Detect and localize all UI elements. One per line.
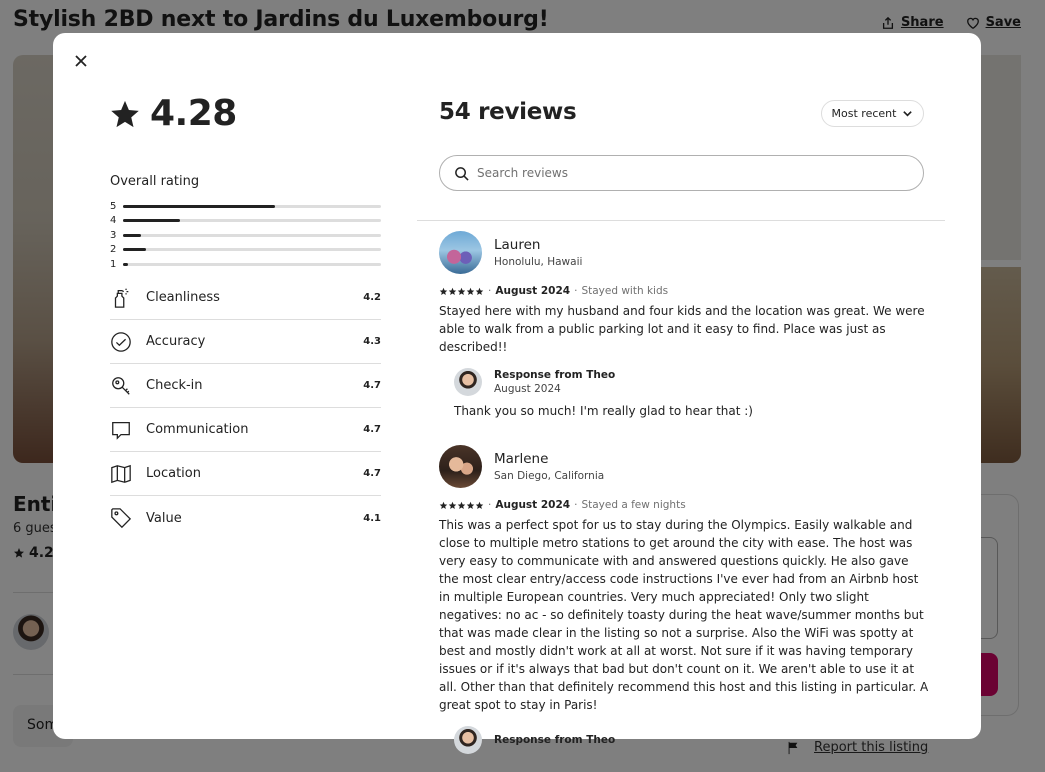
category-accuracy: [110, 320, 381, 364]
category-name: Location: [146, 466, 201, 481]
star-icon: [110, 99, 140, 129]
sort-label: Most recent: [831, 107, 897, 120]
distribution-star-label: 4: [110, 215, 117, 227]
category-check-in: [110, 364, 381, 408]
spray-bottle-icon: [110, 287, 132, 309]
star-icon: [475, 287, 484, 296]
review-date: August 2024: [495, 285, 571, 297]
distribution-bar: [123, 219, 180, 222]
category-value: 4.1: [363, 512, 381, 524]
reviewer-avatar[interactable]: [439, 231, 482, 274]
host-response-header: [454, 726, 929, 754]
category-name: Accuracy: [146, 334, 206, 349]
category-value: 4.7: [363, 424, 381, 435]
category-value: 4.3: [363, 336, 381, 347]
distribution-row: [110, 214, 381, 229]
close-icon: [74, 54, 88, 68]
review-header: [439, 230, 929, 274]
review-stars: [439, 501, 484, 510]
search-icon: [454, 166, 469, 181]
distribution-row: [110, 257, 381, 272]
distribution-star-label: 3: [110, 229, 117, 241]
review-stay-type: Stayed with kids: [581, 285, 669, 297]
host-response-header: [454, 368, 929, 396]
distribution-track: [123, 263, 381, 266]
star-icon: [448, 501, 457, 510]
review-stars: [439, 287, 484, 296]
search-reviews-input[interactable]: [477, 166, 897, 180]
distribution-bar: [123, 205, 275, 208]
star-icon: [466, 501, 475, 510]
reviews-modal: [53, 33, 981, 746]
overall-rating-value: 4.28: [150, 93, 237, 134]
host-response-from: Response from Theo: [494, 734, 616, 746]
star-icon: [475, 501, 484, 510]
distribution-row: [110, 243, 381, 258]
star-icon: [439, 287, 448, 296]
overall-rating: [110, 93, 237, 134]
category-value: 4.7: [363, 468, 381, 479]
separator-dot: ·: [488, 285, 492, 297]
reviewer-name: Marlene: [494, 450, 549, 467]
review-text: This was a perfect spot for us to stay during the Olympics. Easily walkable and close to multiple metro stations to get around the city with ease. The host was very easy to communicate with and answered questions quickly. He also gave the most clear entry/access code instructions I've ever had from an Airbnb host in multiple European countries. Very much appreciated! Only two slight negatives: no ac - so definitely toasty during the heat wave/summer months but that was made clear in the listing so not a surprise. Also the WiFi was spotty at best and mostly didn't work at all at worst. Not sure if it was having temporary issues or if it's always that bad but don't count on it. We aren't able to use it at all. Other than that definitely recommend this host and this listing in particular. A great spot to stay in Paris!: [439, 518, 929, 712]
distribution-track: [123, 219, 381, 222]
category-location: [110, 452, 381, 496]
review-stay-type: Stayed a few nights: [581, 499, 686, 511]
reviews-panel: [417, 33, 945, 746]
host-avatar[interactable]: [454, 726, 482, 754]
review-date: August 2024: [495, 499, 571, 511]
distribution-star-label: 1: [110, 258, 117, 270]
distribution-bar: [123, 263, 128, 266]
star-icon: [466, 287, 475, 296]
category-value: 4.2: [363, 292, 381, 303]
reviewer-location: Honolulu, Hawaii: [494, 255, 583, 268]
distribution-track: [123, 234, 381, 237]
price-tag-icon: [110, 507, 132, 529]
key-icon: [110, 375, 132, 397]
category-name: Value: [146, 510, 182, 526]
reviewer-name: Lauren: [494, 236, 541, 253]
distribution-bar: [123, 234, 141, 237]
host-response: [454, 368, 929, 418]
review-text: Stayed here with my husband and four kids and the location was great. We were able to walk from a public parking lot and it easy to find. Place was just as described!!: [439, 304, 925, 354]
category-ratings: [110, 276, 381, 540]
review-item: [439, 444, 929, 754]
host-response-date: August 2024: [494, 383, 561, 395]
review-item: [439, 230, 929, 418]
distribution-row: [110, 199, 381, 214]
separator-dot: ·: [574, 285, 578, 297]
host-response-text: Thank you so much! I'm really glad to hear that :): [454, 404, 753, 418]
distribution-bar: [123, 248, 146, 251]
category-cleanliness: [110, 276, 381, 320]
star-icon: [448, 287, 457, 296]
reviewer-avatar[interactable]: [439, 445, 482, 488]
separator-dot: ·: [574, 499, 578, 511]
chevron-down-icon: [902, 108, 913, 119]
review-meta: [439, 285, 929, 297]
reviews-count: 54 reviews: [439, 99, 577, 125]
host-response: [454, 726, 929, 754]
category-communication: [110, 408, 381, 452]
separator-dot: ·: [488, 499, 492, 511]
star-icon: [457, 287, 466, 296]
check-circle-icon: [110, 331, 132, 353]
sort-dropdown[interactable]: [821, 100, 924, 127]
star-icon: [439, 501, 448, 510]
star-icon: [457, 501, 466, 510]
host-response-from: Response from Theo: [494, 369, 616, 381]
review-meta: [439, 499, 929, 511]
category-name: Check-in: [146, 378, 203, 393]
category-name: Communication: [146, 422, 249, 437]
search-reviews-box[interactable]: [439, 155, 924, 191]
distribution-track: [123, 205, 381, 208]
reviews-list: [439, 230, 929, 772]
category-value: 4.7: [363, 380, 381, 391]
category-name: Cleanliness: [146, 290, 220, 305]
host-avatar[interactable]: [454, 368, 482, 396]
overall-rating-label: Overall rating: [110, 174, 200, 189]
divider: [417, 220, 945, 221]
reviewer-location: San Diego, California: [494, 469, 605, 482]
distribution-row: [110, 228, 381, 243]
distribution-star-label: 5: [110, 200, 117, 212]
distribution-track: [123, 248, 381, 251]
rating-distribution: [110, 199, 381, 272]
map-icon: [110, 463, 132, 485]
distribution-star-label: 2: [110, 244, 117, 256]
chat-bubble-icon: [110, 419, 132, 441]
close-button[interactable]: [69, 49, 93, 73]
review-header: [439, 444, 929, 488]
category-value: [110, 496, 381, 540]
